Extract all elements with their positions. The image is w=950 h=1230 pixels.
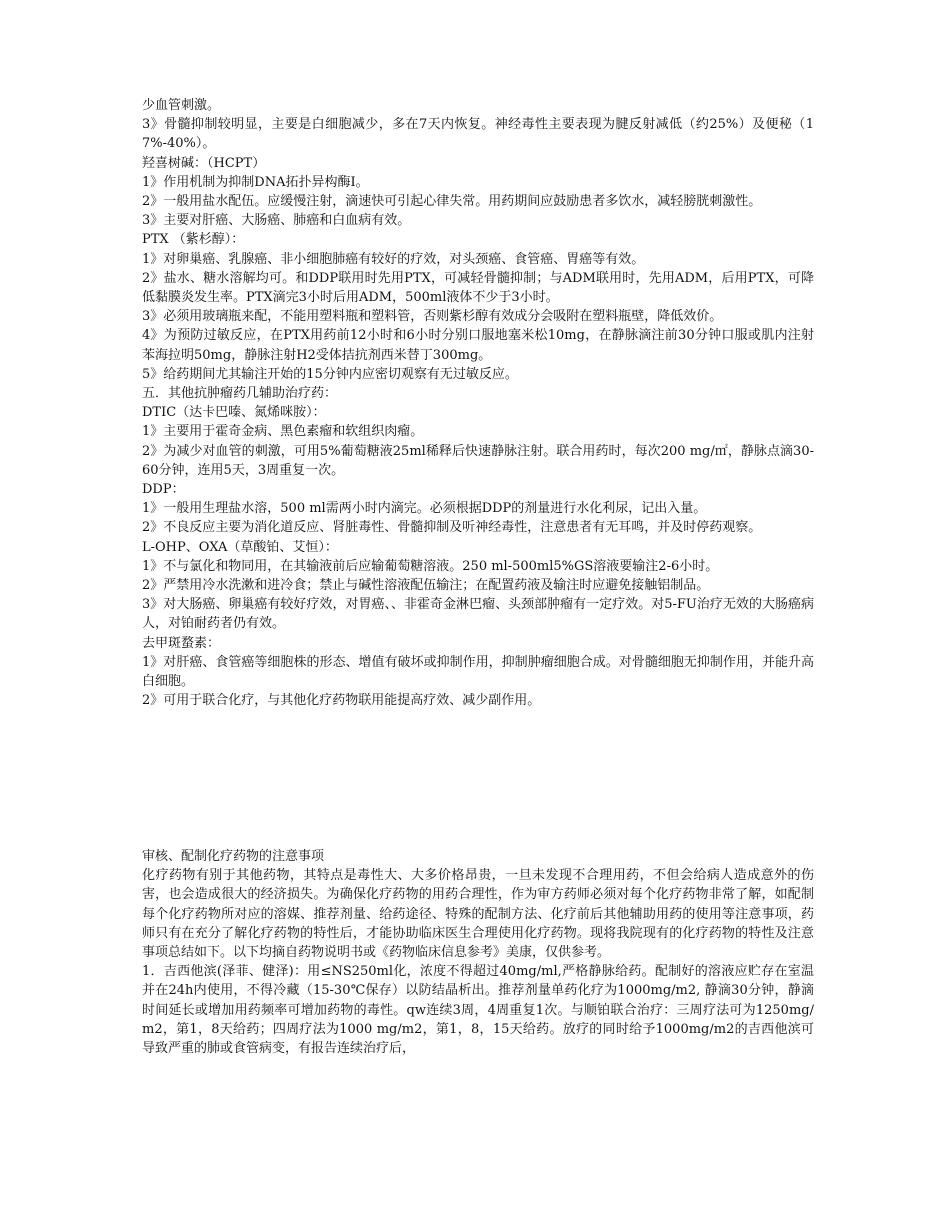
section-2-text: [142, 847, 814, 1058]
section-1-paragraph: 1》主要用于霍奇金病、黑色素瘤和软组织肉瘤。: [142, 424, 424, 440]
section-1-paragraph: 1》不与氯化和物同用，在其输液前后应输葡萄糖溶液。250 ml-500ml5%GS溶液要输注2-6小时。: [142, 558, 719, 574]
section-1-paragraph: PTX （紫杉醇）：: [142, 232, 245, 248]
section-1-paragraph: 5》给药期间尤其输注开始的15分钟内应密切观察有无过敏反应。: [142, 366, 518, 382]
section-1-paragraph: 去甲斑蝥素：: [142, 635, 221, 651]
section-1-paragraph: 2》为减少对血管的刺激，可用5%葡萄糖液25ml稀释后快速静脉注射。联合用药时，每次200 mg/㎡，静脉点滴30-60分钟，连用5天，3周重复一次。: [142, 443, 814, 478]
section-1-paragraph: 2》不良反应主要为消化道反应、肾脏毒性、骨髓抑制及听神经毒性，注意患者有无耳鸣，并及时停药观察。: [142, 520, 762, 536]
section-1-paragraph: L-OHP、OXA（草酸铂、艾恒）：: [142, 539, 338, 555]
section-2-paragraph: 审核、配制化疗药物的注意事项: [142, 849, 325, 864]
section-1-paragraph: 2》盐水、糖水溶解均可。和DDP联用时先用PTX，可减轻骨髓抑制；与ADM联用时，先用ADM，后用PTX，可降低黏膜炎发生率。PTX滴完3小时后用ADM，500ml液体不少于3小时。: [142, 270, 814, 306]
section-1-paragraph: 少血管刺激。: [142, 98, 221, 113]
section-1-paragraph: 2》严禁用冷水洗漱和进冷食；禁止与碱性溶液配伍输注；在配置药液及输注时应避免接触铝制品。: [142, 578, 710, 594]
section-2-paragraph: 化疗药物有别于其他药物，其特点是毒性大、大多价格昂贵，一旦未发现不合理用药，不但会给病人造成意外的伤害，也会造成很大的经济损失。为确保化疗药物的用药合理性，作为审方药师必须对每个化疗药物非常了解，如配制每个化疗药物所对应的溶媒、推荐剂量、给药途径、特殊的配制方法、化疗前后其他辅助用药的使用等注意事项，药师只有在充分了解化疗药物的特性后，才能协助临床医生合理使用化疗药物。现将我院现有的化疗药物的特性及注意事项总结如下。以下均摘自药物说明书或《药物临床信息参考》美康，仅供参考。: [142, 868, 814, 961]
section-1-text: [142, 96, 814, 711]
section-1-paragraph: 2》一般用盐水配伍。应缓慢注射，滴速快可引起心律失常。用药期间应鼓励患者多饮水，减轻膀胱刺激性。: [142, 194, 762, 210]
section-1-paragraph: 4》为预防过敏反应，在PTX用药前12小时和6小时分别口服地塞米松10mg，在静脉滴注前30分钟口服或肌内注射苯海拉明50mg，静脉注射H2受体拮抗剂西米替丁300mg。: [142, 328, 814, 363]
section-1-paragraph: DDP：: [142, 482, 185, 498]
section-1-paragraph: 1》对肝癌、食管癌等细胞株的形态、增值有破坏或抑制作用，抑制肿瘤细胞合成。对骨髓细胞无抑制作用，并能升高白细胞。: [142, 654, 814, 690]
section-1-paragraph: 3》必须用玻璃瓶来配，不能用塑料瓶和塑料管，否则紫杉醇有效成分会吸附在塑料瓶壁，降低效价。: [142, 309, 723, 325]
section-1-paragraph: 3》骨髓抑制较明显，主要是白细胞减少，多在7天内恢复。神经毒性主要表现为腱反射减低（约25%）及便秘（17%-40%）。: [142, 117, 814, 152]
section-1-paragraph: 2》可用于联合化疗，与其他化疗药物联用能提高疗效、减少副作用。: [142, 693, 541, 709]
section-2-paragraph: 1．吉西他滨(泽菲、健泽)：用≤NS250ml化，浓度不得超过40mg/ml,严格静脉给药。配制好的溶液应贮存在室温并在24h内使用，不得冷藏（15-30℃保存）以防结晶析出。推荐剂量单药化疗为1000mg/m2, 静滴30分钟，静滴时间延长或增加用药频率可增加药物的毒性。qw连续3周，4周重复1次。与顺铂联合治疗：三周疗法可为1250mg/m2，第1，8天给药；四周疗法为1000 mg/m2，第1，8，15天给药。放疗的同时给予1000mg/m2的吉西他滨可导致严重的肺或食管病变，有报告连续治疗后，: [142, 964, 814, 1057]
section-1-paragraph: 3》对大肠癌、卵巢癌有较好疗效，对胃癌、、非霍奇金淋巴瘤、头颈部肿瘤有一定疗效。对5-FU治疗无效的大肠癌病人，对铂耐药者仍有效。: [142, 597, 814, 632]
section-1-paragraph: 1》对卵巢癌、乳腺癌、非小细胞肺癌有较好的疗效，对头颈癌、食管癌、胃癌等有效。: [142, 251, 645, 267]
section-1-paragraph: 五．其他抗肿瘤药几辅助治疗药：: [142, 386, 338, 402]
section-1-paragraph: 羟喜树碱：（HCPT）: [142, 155, 266, 171]
section-1-paragraph: 1》作用机制为抑制DNA拓扑异构酶I。: [142, 174, 369, 190]
section-1-paragraph: DTIC（达卡巴嗪、氮烯咪胺）：: [142, 405, 326, 421]
section-1-paragraph: 1》一般用生理盐水溶，500 ml需两小时内滴完。必须根据DDP的剂量进行水化利尿，记出入量。: [142, 501, 707, 517]
section-1-paragraph: 3》主要对肝癌、大肠癌、肺癌和白血病有效。: [142, 213, 411, 229]
